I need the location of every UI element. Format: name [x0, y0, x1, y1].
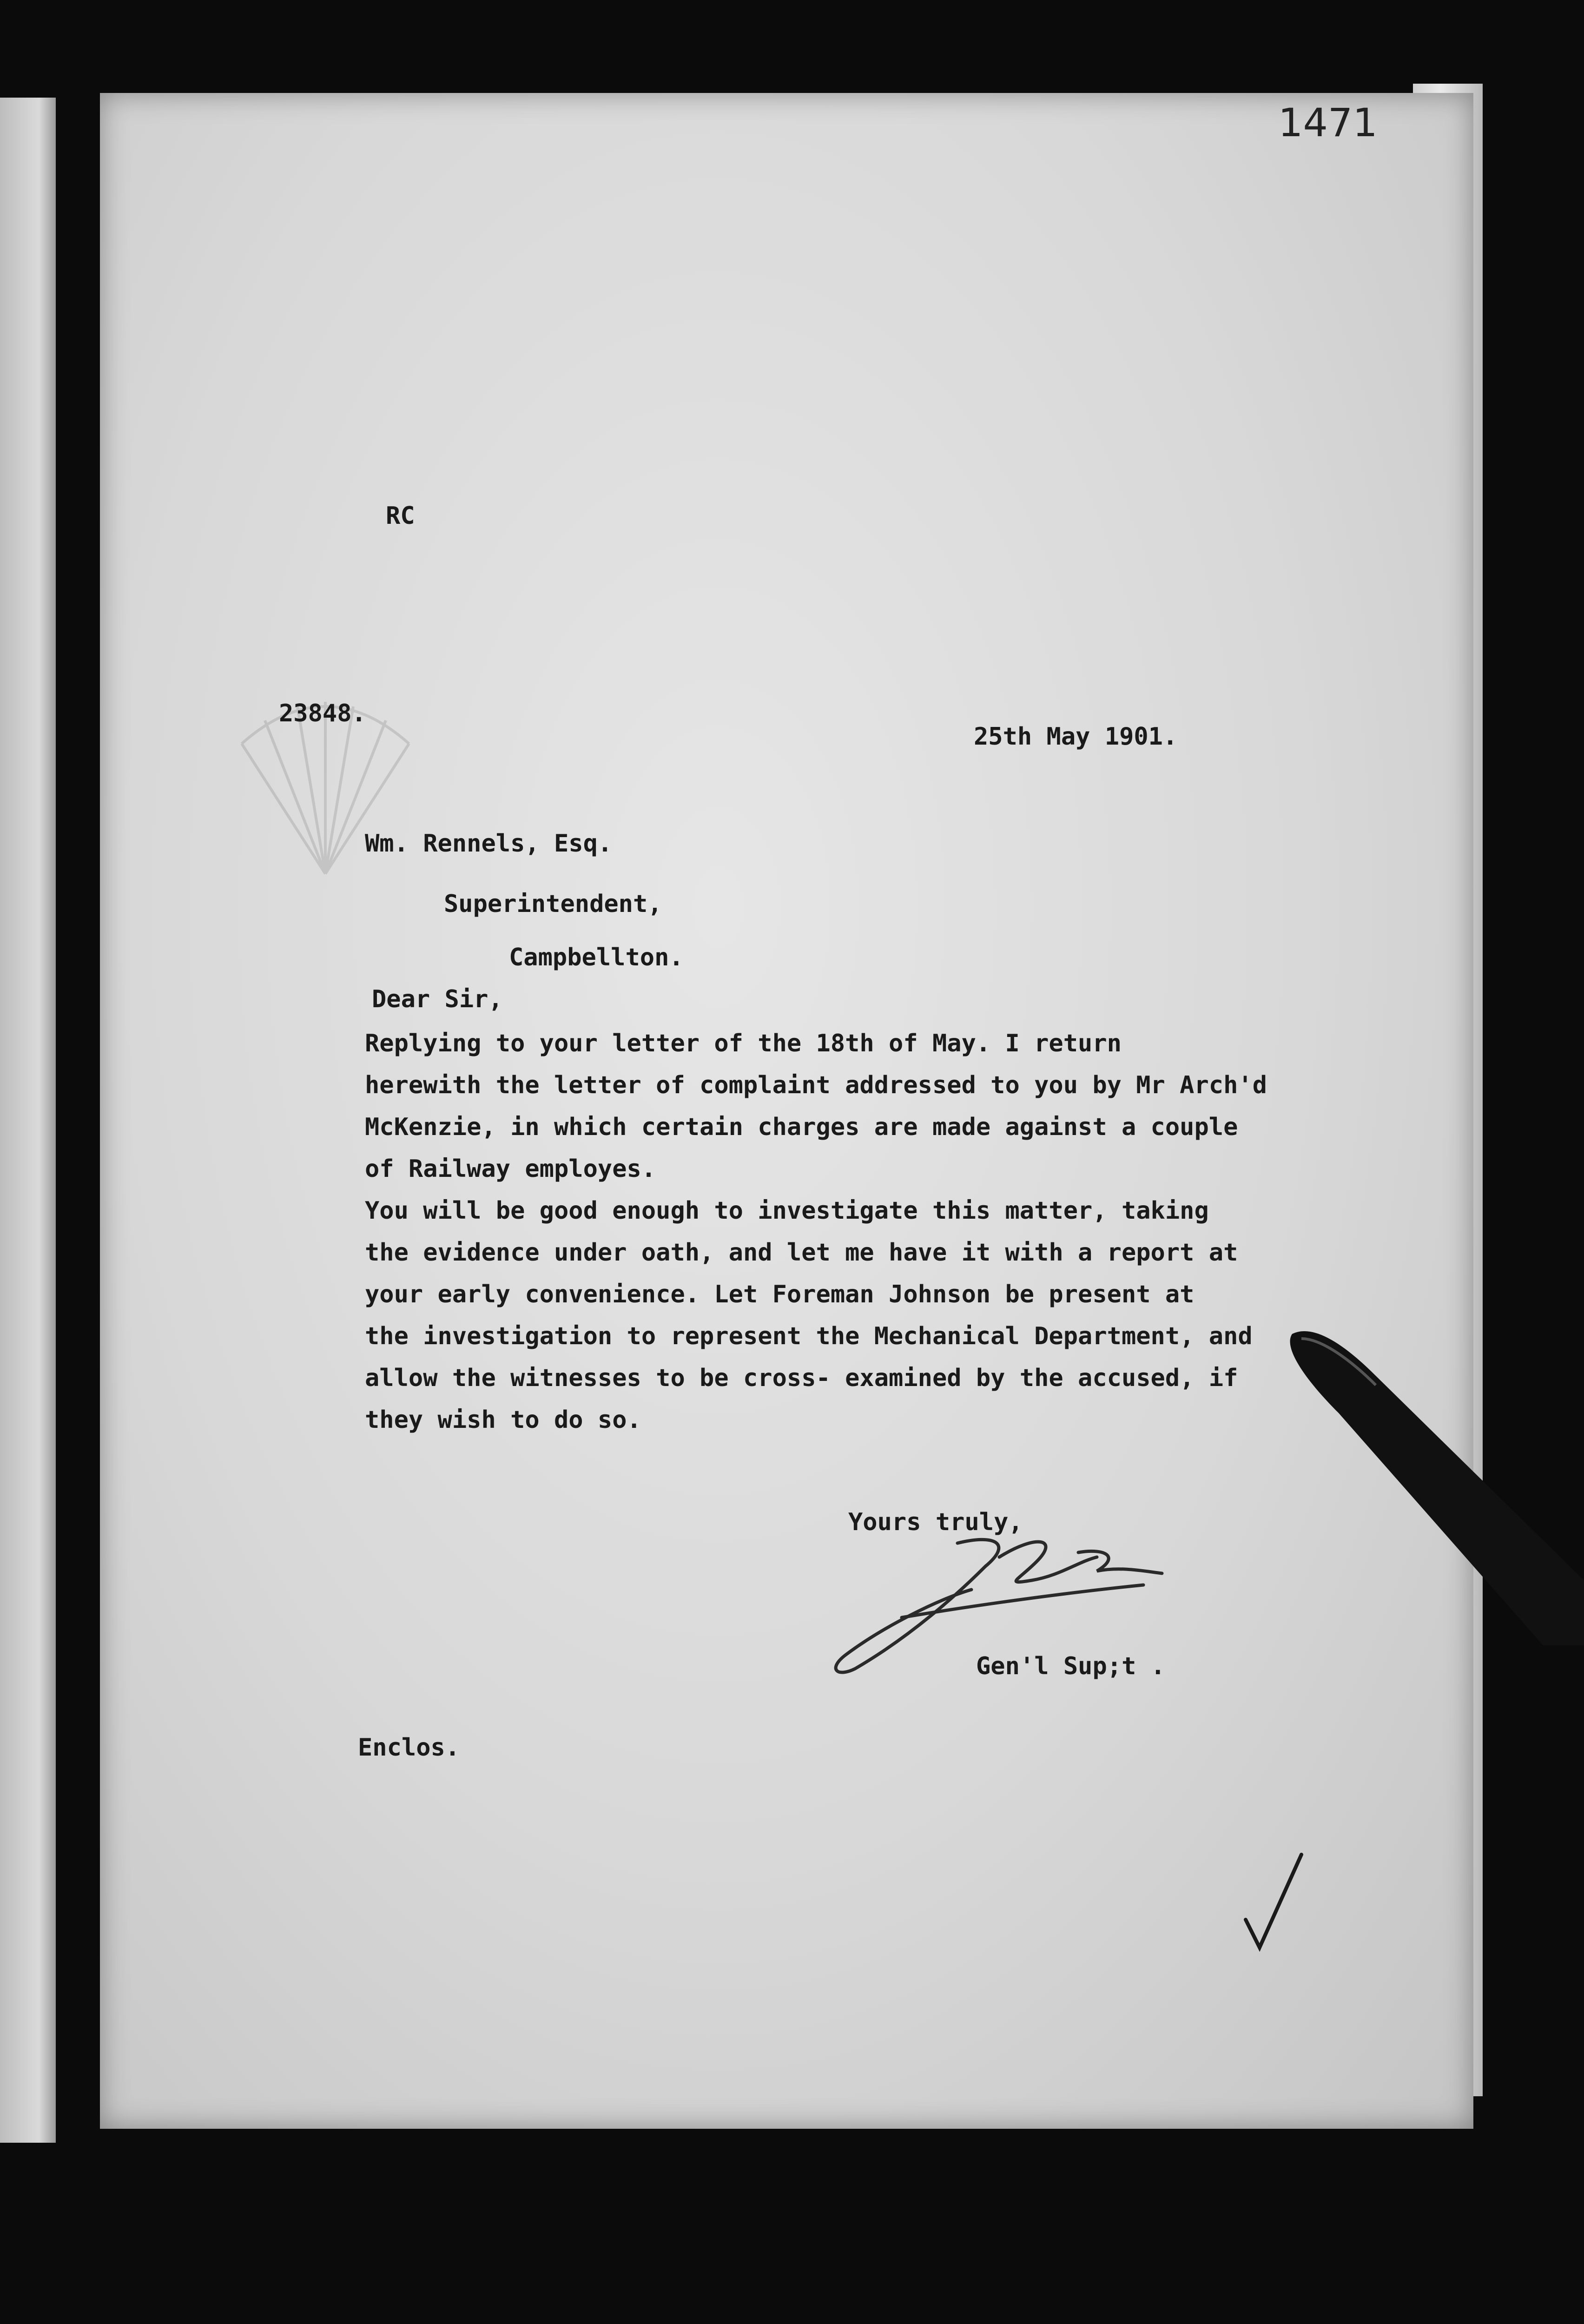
signatory-title: Gen'l Sup;t .	[976, 1652, 1165, 1680]
body-line: allow the witnesses to be cross- examined by the accused, if	[365, 1364, 1238, 1392]
body-line: McKenzie, in which certain charges are made against a couple	[365, 1113, 1238, 1141]
body-line: Replying to your letter of the 18th of May. I return	[365, 1030, 1122, 1057]
folio-number: 1471	[1278, 100, 1378, 145]
body-line: they wish to do so.	[365, 1406, 641, 1434]
body-line: herewith the letter of complaint addressed to you by Mr Arch'd	[365, 1071, 1267, 1099]
body-line: your early convenience. Let Foreman Johnson be present at	[365, 1281, 1195, 1308]
letter-page	[100, 93, 1473, 2129]
body-line: the investigation to represent the Mechanical Department, and	[365, 1322, 1253, 1350]
recipient-place: Campbellton.	[509, 944, 684, 971]
file-number: 23848.	[279, 700, 366, 727]
typist-initials: RC	[386, 502, 415, 530]
pen-icon	[1283, 1320, 1584, 1645]
salutation: Dear Sir,	[372, 985, 503, 1013]
enclosure-note: Enclos.	[358, 1734, 460, 1762]
recipient-title: Superintendent,	[444, 890, 662, 918]
closing: Yours truly,	[848, 1508, 1023, 1536]
letter-date: 25th May 1901.	[974, 723, 1178, 751]
recipient-name: Wm. Rennels, Esq.	[365, 830, 613, 858]
adjacent-page-strip	[0, 98, 56, 2143]
body-line: the evidence under oath, and let me have it with a report at	[365, 1239, 1238, 1267]
body-line: You will be good enough to investigate this matter, taking	[365, 1197, 1209, 1225]
body-line: of Railway employes.	[365, 1155, 656, 1183]
checkmark-icon	[1236, 1850, 1311, 1961]
